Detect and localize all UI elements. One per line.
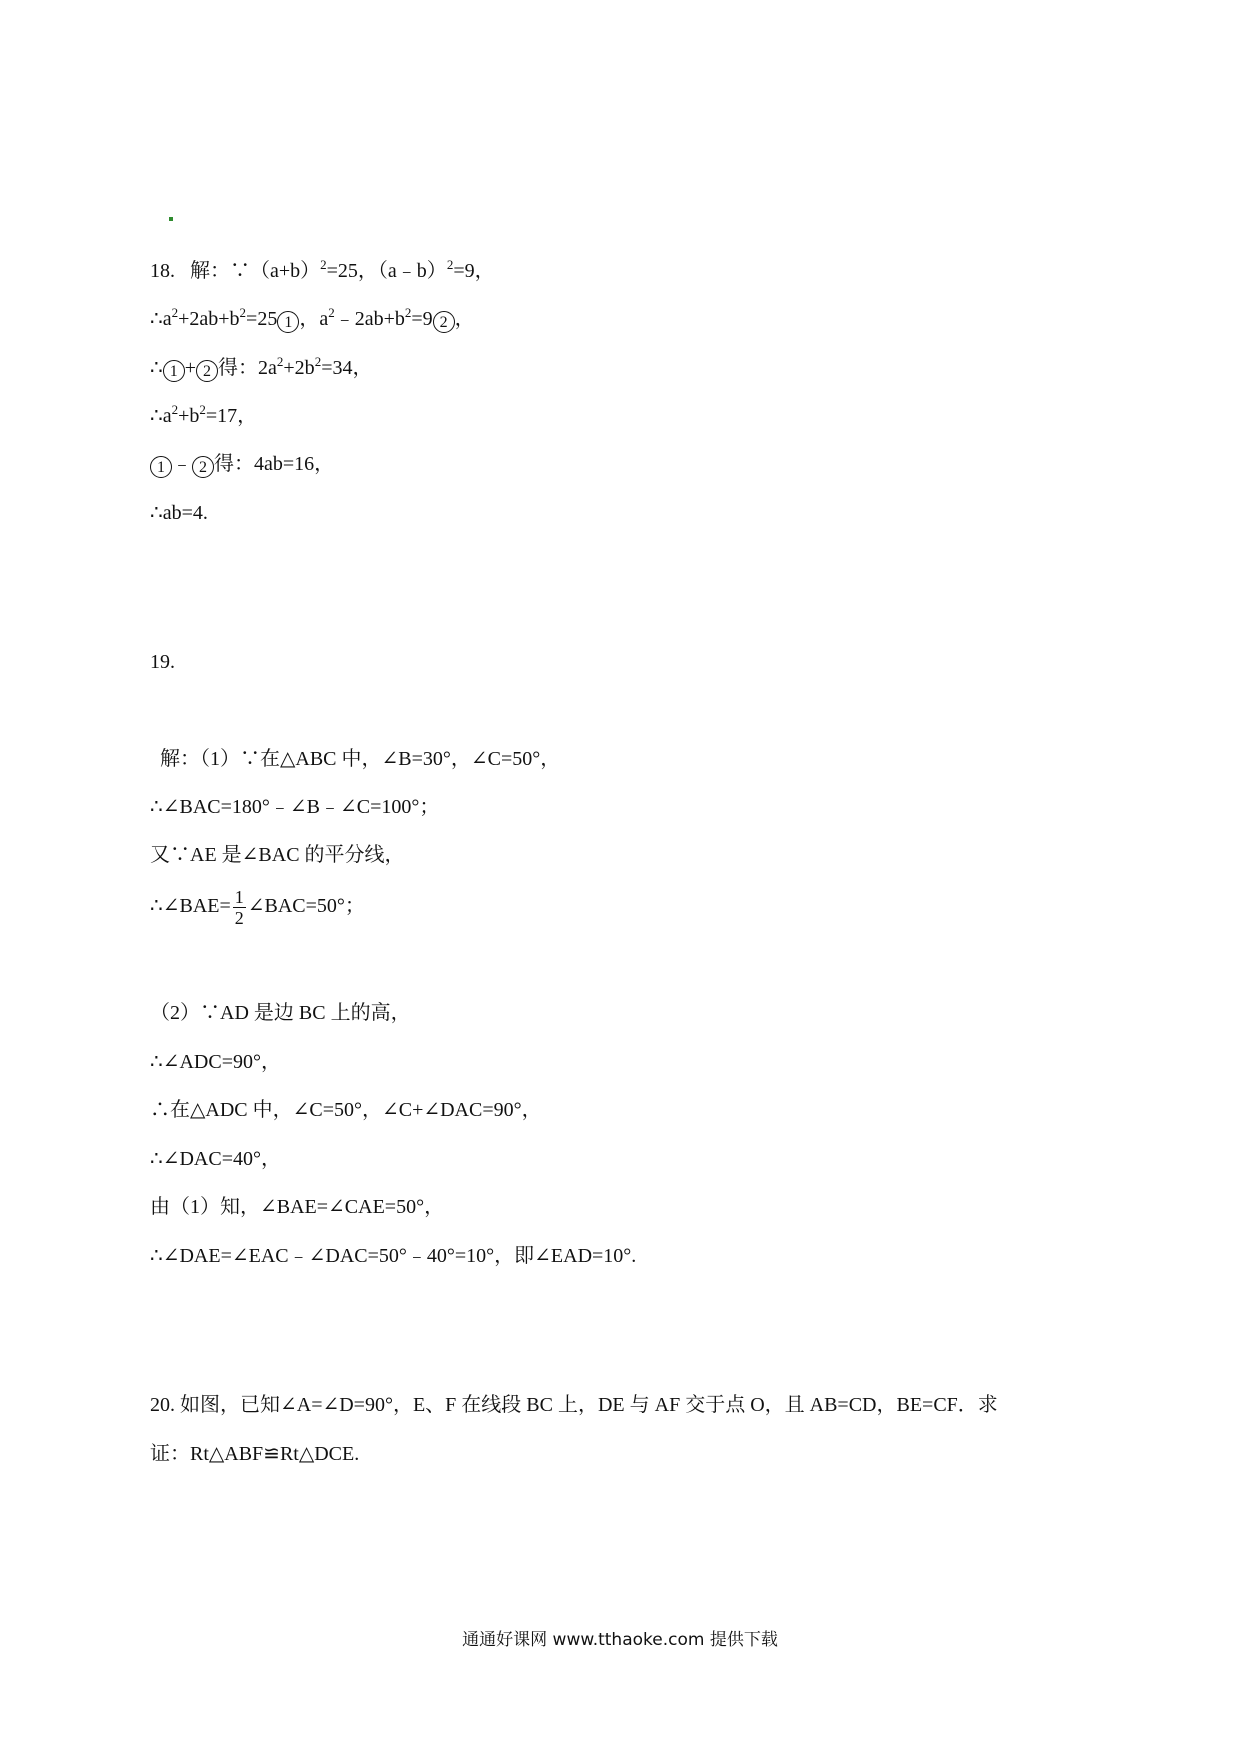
circled-number-2: 2 — [196, 360, 218, 382]
q19-line-10: ∴∠DAE=∠EAC﹣∠DAC=50°﹣40°=10°，即∠EAD=10°. — [150, 1245, 637, 1267]
q18-line-2: $\therefore a^2+2ab+b^2=25$ 1 ，$a^2﹣2ab+b^2=9$ 2 ， — [150, 305, 475, 331]
q19-line-2: ∴∠BAC=180°﹣∠B﹣∠C=100°； — [150, 796, 440, 818]
q19-line-6: ∴∠ADC=90°， — [150, 1051, 281, 1073]
circled-number-1: 1 — [150, 456, 172, 478]
q20-line-2: 证：Rt△ABF≌Rt△DCE. — [150, 1443, 360, 1465]
q20-line-1: 20. 如图，已知∠A=∠D=90°，E、F 在线段 BC 上，DE 与 AF 交于点 O，且 AB=CD，BE=CF．求 — [150, 1394, 998, 1416]
q19-line-5: （2）∵AD 是边 BC 上的高， — [150, 1002, 411, 1024]
q18-line-1: 18. 解：$\because(a+b)^2=25$，（a﹣b）$^2$=9， — [150, 257, 495, 282]
q19-line-8: ∴∠DAC=40°， — [150, 1148, 281, 1170]
page-footer: 通通好课网 www.tthaoke.com 提供下载 — [462, 1630, 778, 1650]
q19-line-9: 由（1）知，∠BAE=∠CAE=50°， — [150, 1196, 445, 1218]
circled-number-1: 1 — [277, 311, 299, 333]
q18-line-3: ∴ 1 + 2 得：$2a^2+2b^2=34$， — [150, 354, 373, 380]
q18-line-4: $\therefore a^2+b^2=17$， — [150, 402, 258, 427]
fraction-half: $\frac{1}{2}$ — [234, 886, 244, 928]
q18-line-5: 1 ﹣ 2 得：4ab=16， — [150, 451, 334, 478]
circled-number-2: 2 — [192, 456, 214, 478]
q19-line-7: ∴在△ADC 中，∠C=50°，∠C+∠DAC=90°， — [150, 1099, 542, 1121]
circled-number-2: 2 — [433, 311, 455, 333]
q19-line-3: 又∵AE 是∠BAC 的平分线， — [150, 844, 405, 866]
decorative-dot — [169, 217, 173, 221]
circled-number-1: 1 — [163, 360, 185, 382]
q19-number: 19. — [150, 651, 175, 673]
q19-line-1: 解：（1）∵在△ABC 中，∠B=30°，∠C=50°， — [160, 748, 561, 770]
q18-line-6: ∴ab=4. — [150, 502, 208, 524]
q19-line-4: ∴∠BAE= $\frac{1}{2}$ ∠BAC=50°； — [150, 886, 365, 928]
